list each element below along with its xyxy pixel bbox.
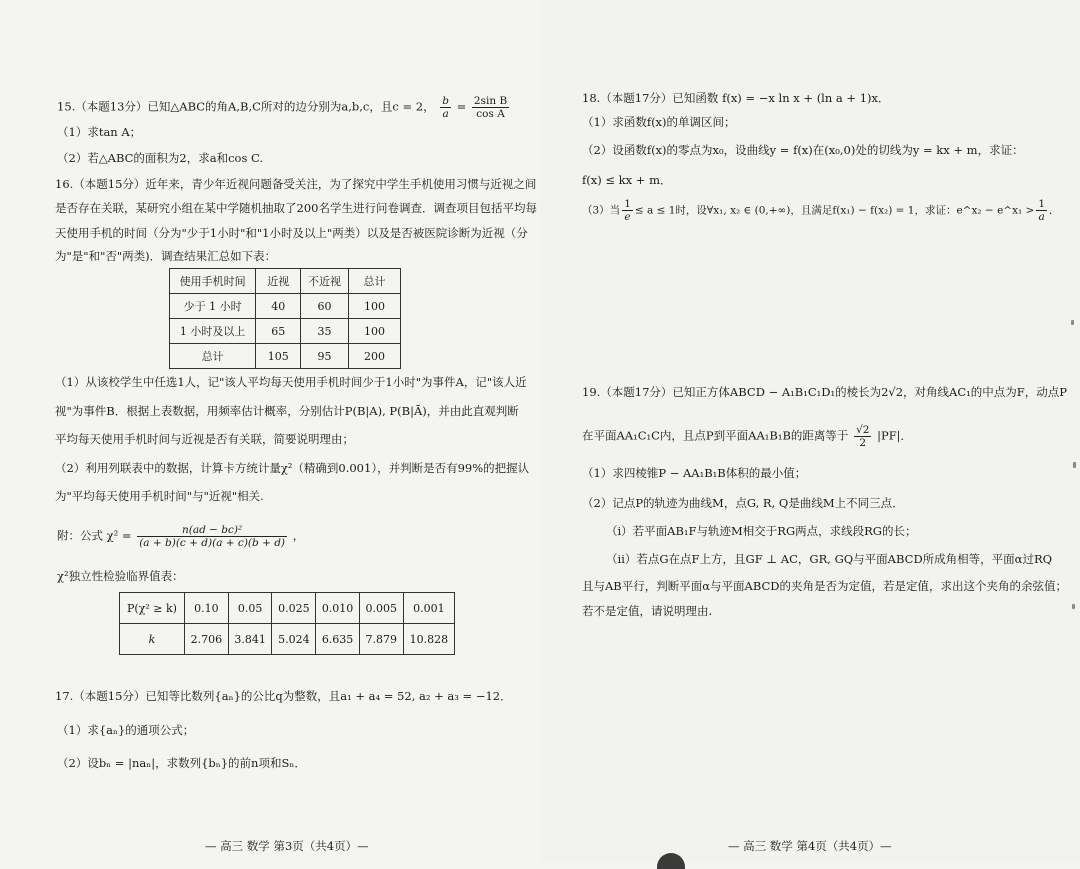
left-page bbox=[0, 0, 540, 861]
q16-line-3: 为"是"和"否"两类)．调查结果汇总如下表： bbox=[55, 249, 277, 263]
formula-denominator: (a + b)(c + d)(a + c)(b + d) bbox=[139, 537, 286, 549]
q17-part2: （2）设bₙ = |naₙ|，求数列{bₙ}的前n项和Sₙ． bbox=[57, 756, 306, 770]
q16-line-2: 天使用手机的时间（分为"少于1小时"和"1小时及以上"两类）以及是否被医院诊断为近视（分 bbox=[55, 226, 528, 240]
chi-square-critical-table bbox=[119, 592, 455, 655]
q16-formula bbox=[57, 524, 304, 549]
table-cell: P(χ² ≥ k) bbox=[120, 593, 185, 624]
q18-frac-1-e-num: 1 bbox=[624, 198, 631, 210]
q18-frac-1-e-den: e bbox=[624, 211, 631, 223]
q15-frac-right bbox=[472, 95, 509, 120]
table-cell: 35 bbox=[301, 319, 349, 344]
table-header-cell: 使用手机时间 bbox=[170, 269, 256, 294]
table-cell: 0.10 bbox=[185, 593, 229, 624]
q17-header: 17.（本题15分）已知等比数列{aₙ}的公比q为整数，且a₁ + a₄ = 52, a₂ + a₃ = −12． bbox=[55, 689, 512, 703]
scan-speck bbox=[1071, 320, 1074, 325]
q16-line-0: 16.（本题15分）近年来，青少年近视问题备受关注，为了探究中学生手机使用习惯与近视之间 bbox=[55, 177, 537, 191]
q16-after-0: （1）从该校学生中任选1人，记"该人平均每天使用手机时间少于1小时"为事件A，记"该人近 bbox=[55, 375, 527, 389]
table-cell: k bbox=[120, 624, 185, 655]
right-page-footer: — 高三 数学 第4页（共4页）— bbox=[728, 839, 892, 853]
q18-part3-end: ． bbox=[1049, 204, 1060, 217]
q18-part3-mid: ≤ a ≤ 1时，设∀x₁, x₂ ∈ (0,+∞)，且满足f(x₁) − f(x₂) = 1，求证：e^x₂ − e^x₁ > bbox=[634, 204, 1035, 217]
scan-speck bbox=[1072, 604, 1075, 609]
table-cell: 100 bbox=[348, 294, 400, 319]
q19-sub1: （ⅰ）若平面AB₁F与轨迹M相交于RG两点，求线段RG的长； bbox=[606, 524, 917, 538]
table-row bbox=[170, 294, 401, 319]
table-cell: 3.841 bbox=[228, 624, 272, 655]
q19-line2-suffix: |PF|． bbox=[877, 428, 913, 443]
table-cell: 65 bbox=[256, 319, 301, 344]
q18-frac-1-a-num: 1 bbox=[1038, 198, 1046, 210]
q18-part3 bbox=[582, 198, 1060, 223]
q18-frac-1-a-den: a bbox=[1038, 211, 1045, 223]
q19-frac-den: 2 bbox=[859, 437, 867, 449]
table-row bbox=[120, 624, 455, 655]
table-cell: 40 bbox=[256, 294, 301, 319]
left-page-footer: — 高三 数学 第3页（共4页）— bbox=[205, 839, 369, 853]
q15-frac-left-den: a bbox=[442, 108, 449, 120]
q16-after-2: 平均每天使用手机时间与近视是否有关联，简要说明理由； bbox=[55, 432, 354, 446]
q18-part2a: （2）设函数f(x)的零点为x₀，设曲线y = f(x)在(x₀,0)处的切线为y = kx + m，求证： bbox=[582, 143, 1024, 157]
table-cell: 10.828 bbox=[403, 624, 454, 655]
q19-part2: （2）记点P的轨迹为曲线M，点G, R, Q是曲线M上不同三点． bbox=[582, 496, 904, 510]
q17-part1: （1）求{aₙ}的通项公式； bbox=[57, 723, 195, 737]
q18-header: 18.（本题17分）已知函数 f(x) = −x ln x + (ln a + 1)x． bbox=[582, 91, 890, 105]
chi-square-fraction bbox=[137, 524, 287, 549]
table-cell: 少于 1 小时 bbox=[170, 294, 256, 319]
q19-part1: （1）求四棱锥P − AA₁B₁B体积的最小值； bbox=[582, 466, 807, 480]
formula-numerator: n(ad − bc)² bbox=[137, 524, 287, 537]
q15-frac-eq: = bbox=[456, 99, 467, 114]
q15-frac-left-num: b bbox=[442, 95, 449, 107]
table-cell: 200 bbox=[348, 344, 400, 369]
table-row bbox=[170, 319, 401, 344]
q15-frac-left bbox=[440, 95, 451, 120]
table-row bbox=[170, 344, 401, 369]
table-cell: 100 bbox=[348, 319, 400, 344]
crit-table-label: χ²独立性检验临界值表： bbox=[57, 569, 184, 583]
formula-prefix: 附：公式 χ² = bbox=[57, 528, 132, 543]
q19-header: 19.（本题17分）已知正方体ABCD − A₁B₁C₁D₁的棱长为2√2，对角线AC₁的中点为F，动点P bbox=[582, 385, 1067, 399]
q16-line-1: 是否存在关联，某研究小组在某中学随机抽取了200名学生进行问卷调查．调查项目包括平均每 bbox=[55, 201, 537, 215]
q18-frac-1-e bbox=[622, 198, 633, 223]
q16-after-3: （2）利用列联表中的数据，计算卡方统计量χ²（精确到0.001），并判断是否有99%的把握认 bbox=[55, 461, 530, 475]
q19-sub2: （ⅱ）若点G在点F上方，且GF ⊥ AC，GR, GQ与平面ABCD所成角相等，平面α过RQ bbox=[606, 552, 1053, 566]
q16-survey-table bbox=[169, 268, 401, 369]
table-header-cell: 近视 bbox=[256, 269, 301, 294]
table-cell: 6.635 bbox=[316, 624, 360, 655]
table-cell: 1 小时及以上 bbox=[170, 319, 256, 344]
q15-part1: （1）求tan A； bbox=[57, 125, 142, 139]
q15-header-line bbox=[57, 95, 511, 120]
q18-part1: （1）求函数f(x)的单调区间； bbox=[582, 115, 736, 129]
table-header-row bbox=[170, 269, 401, 294]
table-cell: 0.001 bbox=[403, 593, 454, 624]
q18-part2b: f(x) ≤ kx + m． bbox=[582, 173, 672, 187]
formula-suffix: ， bbox=[292, 528, 305, 543]
table-row bbox=[120, 593, 455, 624]
table-cell: 60 bbox=[301, 294, 349, 319]
q15-frac-right-den: cos A bbox=[476, 108, 505, 120]
table-cell: 0.05 bbox=[228, 593, 272, 624]
q16-after-1: 视"为事件B．根据上表数据，用频率估计概率，分别估计P(B|A), P(B|Ā)，并由此直观判断 bbox=[55, 404, 519, 418]
q15-header: 15.（本题13分）已知△ABC的角A,B,C所对的边分别为a,b,c，且c = 2， bbox=[57, 99, 435, 114]
table-cell: 2.706 bbox=[185, 624, 229, 655]
q15-frac-right-num: 2sin B bbox=[473, 95, 508, 107]
q19-line2 bbox=[582, 424, 912, 449]
q18-part3-prefix: （3）当 bbox=[582, 204, 621, 217]
table-cell: 7.879 bbox=[359, 624, 403, 655]
right-page bbox=[540, 0, 1080, 861]
scan-speck bbox=[1073, 462, 1076, 468]
q18-frac-1-a bbox=[1036, 198, 1047, 223]
q19-line2-prefix: 在平面AA₁C₁C内，且点P到平面AA₁B₁B的距离等于 bbox=[582, 428, 849, 443]
q16-after-4: 为"平均每天使用手机时间"与"近视"相关. bbox=[55, 489, 264, 503]
table-cell: 总计 bbox=[170, 344, 256, 369]
table-cell: 0.025 bbox=[272, 593, 316, 624]
q19-frac-sqrt2-over-2 bbox=[854, 424, 871, 449]
q19-sub2b: 且与AB平行，判断平面α与平面ABCD的夹角是否为定值，若是定值，求出这个夹角的余弦值； bbox=[582, 579, 1068, 593]
table-cell: 95 bbox=[301, 344, 349, 369]
table-header-cell: 不近视 bbox=[301, 269, 349, 294]
table-header-cell: 总计 bbox=[348, 269, 400, 294]
q19-frac-num: √2 bbox=[856, 424, 870, 436]
q19-sub2c: 若不是定值，请说明理由. bbox=[582, 604, 713, 618]
table-cell: 0.010 bbox=[316, 593, 360, 624]
table-cell: 0.005 bbox=[359, 593, 403, 624]
q15-part2: （2）若△ABC的面积为2，求a和cos C. bbox=[57, 151, 264, 165]
table-cell: 105 bbox=[256, 344, 301, 369]
table-cell: 5.024 bbox=[272, 624, 316, 655]
